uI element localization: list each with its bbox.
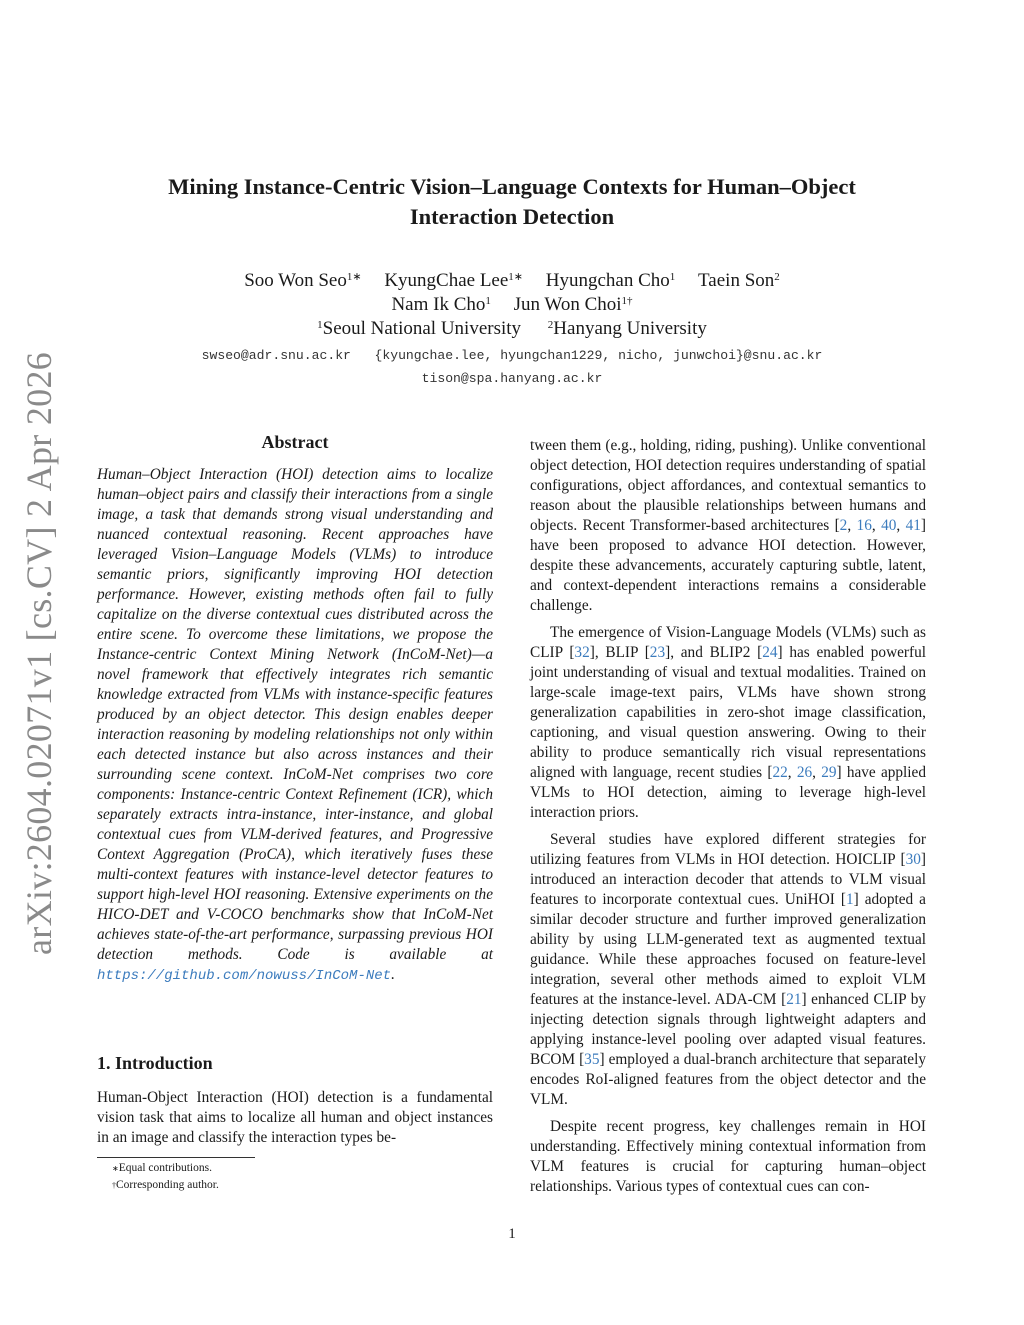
- citation-link[interactable]: 2: [839, 517, 848, 534]
- citation-link[interactable]: 40: [881, 517, 897, 534]
- affiliation: $^2$Hanyang University: [547, 318, 707, 339]
- paragraph-text: ,: [896, 517, 906, 534]
- paragraph-text: ] have applied VLMs to HOI detection, aiming to leverage high-level interaction priors.: [530, 764, 926, 821]
- paragraph: [530, 436, 926, 616]
- paragraph-text: ] have been proposed to advance HOI detection. However, despite these advancements, accurately capturing subtle, latent, and context-dependent interactions remains a considerable challenge.: [530, 517, 926, 614]
- email-line-1: swseo@adr.snu.ac.kr {kyungchae.lee, hyungchan1229, nicho, junwchoi}@snu.ac.kr: [201, 348, 823, 363]
- author: Jun Won Choi$^{1\dagger}$: [513, 294, 633, 315]
- author: KyungChae Lee$^{1∗}$: [384, 270, 524, 291]
- footnote-rule: [97, 1157, 255, 1158]
- paper-title: [80, 172, 944, 232]
- author: Soo Won Seo$^{1∗}$: [244, 270, 362, 291]
- paragraph-text: ], BLIP [: [589, 644, 650, 661]
- email-line-2: tison@spa.hanyang.ac.kr: [421, 371, 603, 386]
- footnote-corresponding-author: †Corresponding author.: [112, 1179, 219, 1191]
- author: Nam Ik Cho$^1$: [391, 294, 491, 315]
- paragraph-text: ], and BLIP2 [: [665, 644, 763, 661]
- right-column: [530, 436, 926, 1204]
- paragraph-text: ,: [847, 517, 857, 534]
- citation-link[interactable]: 23: [649, 644, 666, 661]
- paragraph-text: ,: [871, 517, 882, 534]
- paragraph: [530, 623, 926, 823]
- paragraph-text: ] has enabled powerful joint understanding of visual and textual modalities. Trained on large-scale image-text pairs, VLMs have shown strong generalization capabilities in zero-shot image classification, captioning, and visual question answering. Owing to their ability to produce semantically rich visual representations aligned with language, recent studies [: [530, 644, 927, 781]
- citation-link[interactable]: 41: [905, 517, 921, 534]
- abstract-text: Human–Object Interaction (HOI) detection aims to localize human–object pairs and classify their interactions from a single image, a task that demands strong visual understanding and nuanced contextual reasoning. Recent approaches have leveraged Vision–Language Models (VLMs) to introduce semantic priors, significantly improving HOI detection performance. However, existing methods often fail to fully capitalize on the diverse contextual cues distributed across the entire scene. To overcome these limitations, we propose the Instance-centric Context Mining Network (InCoM-Net)—a novel framework that effectively integrates rich semantic knowledge extracted from VLMs with instance-specific features produced by an object detector. This design enables deeper interaction reasoning by modeling relationships not only within each detected instance but also across instances and their surrounding scene context. InCoM-Net comprises two core components: Instance-centric Context Refinement (ICR), which separately extracts intra-instance, inter-instance, and global contextual cues from VLM-derived features, and Progressive Context Aggregation (ProCA), which iteratively fuses these multi-context features with instance-level detector features to support high-level HOI reasoning. Extensive experiments on the HICO-DET and V-COCO benchmarks show that InCoM-Net achieves state-of-the-art performance, surpassing previous HOI detection methods. Code is available at: [97, 466, 493, 963]
- author: Taein Son$^2$: [698, 270, 780, 291]
- affiliation: $^1$Seoul National University: [317, 318, 522, 339]
- intro-paragraph: Human-Object Interaction (HOI) detection is a fundamental vision task that aims to localize all human and object instances in an image and classify the interaction types be-: [97, 1089, 493, 1146]
- author: Hyungchan Cho$^1$: [545, 270, 676, 291]
- abstract-body: [97, 465, 493, 986]
- paragraph-text: ] employed a dual-branch architecture that separately encodes RoI-aligned features from the object detector and the VLM.: [530, 1051, 926, 1108]
- paragraph-text: ,: [812, 764, 822, 781]
- code-repository-link[interactable]: https://github.com/nowuss/InCoM-Net: [97, 968, 392, 984]
- paragraph-text: ] introduced an interaction decoder that attends to VLM visual features to incorporate contextual cues. UniHOI [: [530, 851, 926, 908]
- paragraph-text: ] enhanced CLIP by injecting detection signals through lightweight adapters and applying instance-level pooling over adapted visual features. BCOM [: [530, 991, 927, 1068]
- paragraph-text: ] adopted a similar decoder structure and further improved generalization ability by using LLM-generated text as augmented textual guidance. While these approaches focused on feature-level integration, several other methods aimed to exploit VLM features at the instance-level. ADA-CM [: [530, 891, 926, 1008]
- page-number: 1: [508, 1226, 516, 1242]
- paragraph-text: tween them (e.g., holding, riding, pushing). Unlike conventional object detection, HOI detection requires understanding of spatial configurations, object affordances, and contextual semantics to reason about the plausible relationships between humans and objects. Recent Transformer-based architectures [: [530, 437, 926, 534]
- citation-link[interactable]: 35: [584, 1051, 600, 1068]
- citation-link[interactable]: 16: [856, 517, 872, 534]
- author-list-row-1: [80, 269, 944, 292]
- paragraph-text: ,: [787, 764, 797, 781]
- paragraph-text: Despite recent progress, key challenges remain in HOI understanding. Effectively mining contextual information from VLM features is crucial for capturing human–object relationships. Various types of contextual cues can con-: [530, 1118, 926, 1195]
- paragraph-text: The emergence of Vision-Language Models (VLMs) such as CLIP [: [530, 624, 926, 661]
- citation-link[interactable]: 1: [845, 891, 854, 908]
- paragraph-text: Several studies have explored different strategies for utilizing features from VLMs in HOI detection. HOICLIP [: [530, 831, 926, 868]
- citation-link[interactable]: 22: [772, 764, 788, 781]
- citation-link[interactable]: 24: [762, 644, 778, 661]
- affiliations: [80, 317, 944, 340]
- author-list-row-2: [80, 293, 944, 316]
- title-line-1: Mining Instance-Centric Vision–Language Contexts for Human–Object: [168, 174, 856, 199]
- citation-link[interactable]: 29: [821, 764, 837, 781]
- abstract-heading: Abstract: [261, 432, 329, 452]
- citation-link[interactable]: 26: [796, 764, 813, 781]
- section-heading-introduction: 1. Introduction: [97, 1053, 213, 1073]
- title-line-2: Interaction Detection: [409, 204, 615, 229]
- footnote-equal-contribution: ∗Equal contributions.: [112, 1162, 212, 1174]
- paragraph: [530, 830, 926, 1110]
- citation-link[interactable]: 32: [574, 644, 590, 661]
- citation-link[interactable]: 21: [786, 991, 802, 1008]
- citation-link[interactable]: 30: [905, 851, 921, 868]
- abstract-end: .: [391, 966, 395, 983]
- paragraph: [530, 1117, 926, 1197]
- arxiv-identifier-stamp: arXiv:2604.02071v1 [cs.CV] 2 Apr 2026: [19, 351, 59, 955]
